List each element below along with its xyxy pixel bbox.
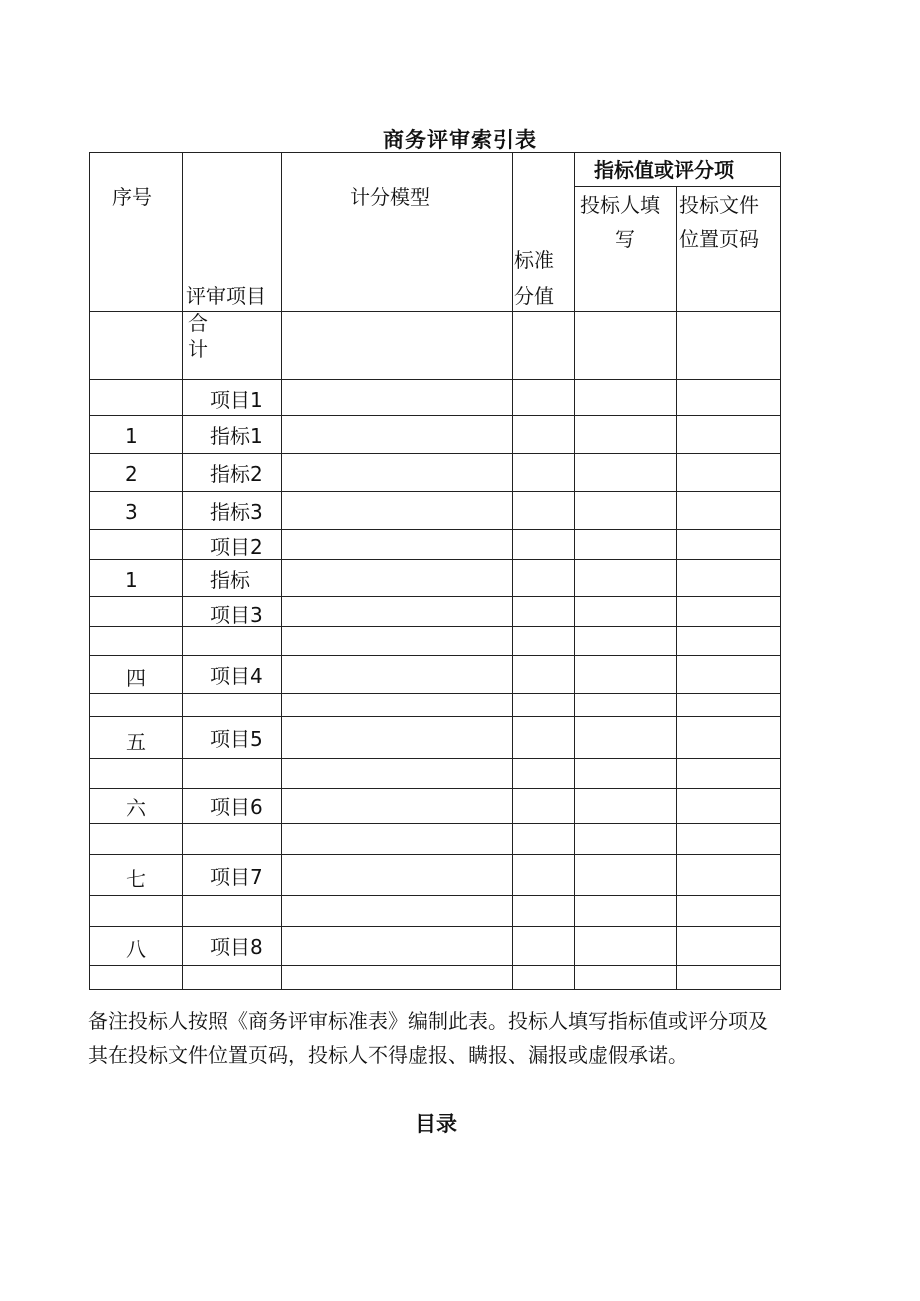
header-bidder-fill-line2: 写 <box>615 227 635 251</box>
row-seq: 1 <box>125 424 138 448</box>
row-item: 项目7 <box>210 865 263 889</box>
rule <box>89 529 781 530</box>
rule <box>89 926 781 927</box>
rule <box>89 854 781 855</box>
rule <box>89 415 781 416</box>
rule <box>574 152 575 990</box>
rule <box>89 379 781 380</box>
row-seq: 五 <box>126 730 146 754</box>
row-seq: 1 <box>125 568 138 592</box>
header-item: 评审项目 <box>186 284 266 308</box>
row-seq: 八 <box>126 937 146 961</box>
row-item: 项目2 <box>210 535 263 559</box>
row-item: 指标1 <box>210 424 263 448</box>
rule <box>89 693 781 694</box>
rule <box>89 965 781 966</box>
toc-heading: 目录 <box>415 1112 457 1136</box>
header-indicator-group: 指标值或评分项 <box>594 158 734 182</box>
rule <box>89 758 781 759</box>
row-item: 指标3 <box>210 500 263 524</box>
rule <box>89 596 781 597</box>
header-seq: 序号 <box>112 185 152 209</box>
row-seq: 六 <box>126 796 146 820</box>
rule <box>89 895 781 896</box>
row-item: 项目8 <box>210 935 263 959</box>
row-item: 指标 <box>210 568 250 592</box>
rule <box>89 152 90 990</box>
table-title: 商务评审索引表 <box>383 128 537 152</box>
rule <box>182 152 183 990</box>
rule <box>89 655 781 656</box>
rule <box>89 453 781 454</box>
rule <box>676 186 677 990</box>
header-page-location-line1: 投标文件 <box>679 193 759 217</box>
rule <box>89 626 781 627</box>
header-model: 计分模型 <box>350 185 430 209</box>
header-page-location-line2: 位置页码 <box>679 227 759 251</box>
rule <box>89 823 781 824</box>
row-item: 项目5 <box>210 727 263 751</box>
rule <box>89 989 781 990</box>
rule <box>89 716 781 717</box>
total-label-line2: 计 <box>188 337 208 361</box>
header-standard-score-line2: 分值 <box>514 284 554 308</box>
rule <box>780 152 781 990</box>
row-seq: 3 <box>125 500 138 524</box>
row-item: 项目6 <box>210 795 263 819</box>
row-seq: 七 <box>126 867 146 891</box>
remark-paragraph: 备注投标人按照《商务评审标准表》编制此表。投标人填写指标值或评分项及其在投标文件位置页码，投标人不得虚报、瞒报、漏报或虚假承诺。 <box>88 1009 768 1067</box>
row-seq: 2 <box>125 462 138 486</box>
rule <box>89 491 781 492</box>
row-seq: 四 <box>126 666 146 690</box>
row-item: 项目3 <box>210 603 263 627</box>
row-item: 项目1 <box>210 388 263 412</box>
header-bidder-fill-line1: 投标人填 <box>580 193 660 217</box>
row-item: 项目4 <box>210 664 263 688</box>
rule <box>512 152 513 990</box>
rule <box>281 152 282 990</box>
row-item: 指标2 <box>210 462 263 486</box>
header-standard-score-line1: 标准 <box>514 248 554 272</box>
rule <box>89 788 781 789</box>
total-label-line1: 合 <box>188 311 208 335</box>
rule <box>89 559 781 560</box>
